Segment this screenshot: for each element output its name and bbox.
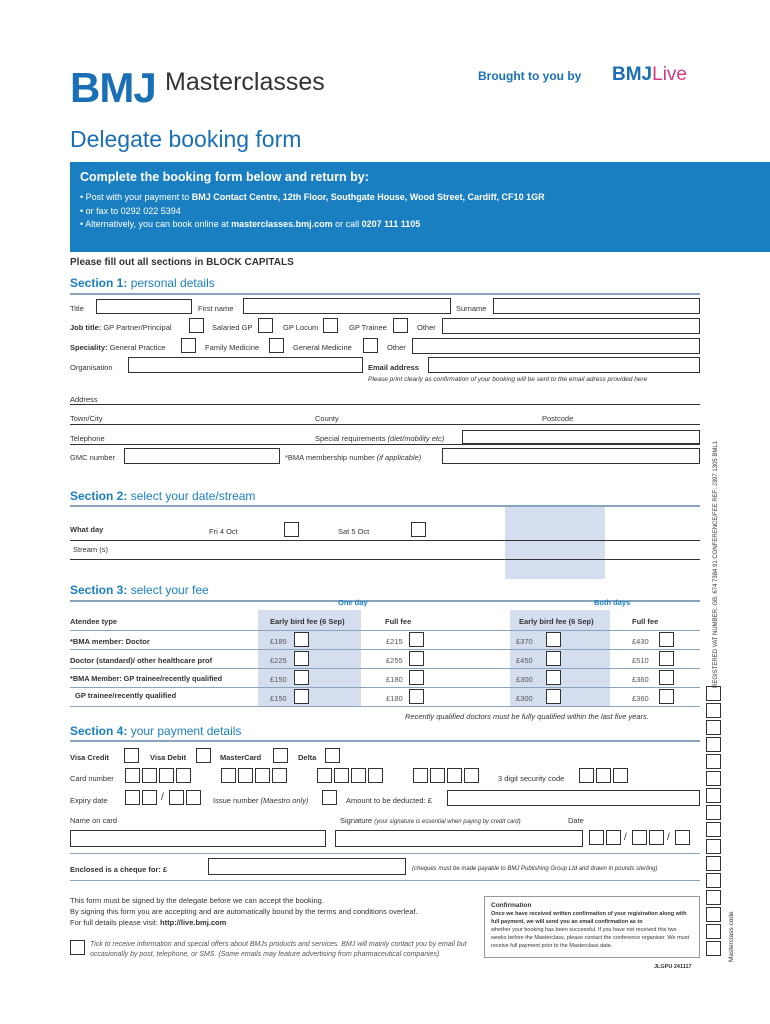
banner-online-pre: • Alternatively, you can book online at [80,219,232,229]
fee-row-eb1-checkbox[interactable] [294,670,309,685]
family-medicine-label: Family Medicine [205,343,260,352]
fee-header-underline [70,630,700,631]
organisation-field[interactable] [128,357,363,373]
bmj-live-bmj: BMJ [612,64,653,85]
attendee-type-header: Atendee type [70,617,118,626]
banner-online-url[interactable]: masterclasses.bmj.com [231,219,333,229]
section4-title-bold: Section 4: [70,724,128,738]
bmj-live-live: Live [652,64,687,85]
card-number-label: Card number [70,774,114,783]
code-digit[interactable] [706,686,721,701]
cheque-field[interactable] [208,858,406,875]
security-digit[interactable] [579,768,594,783]
code-digit[interactable] [706,703,721,718]
telephone-label: Telephone [70,434,105,443]
security-digit[interactable] [613,768,628,783]
fee-row-sep-1 [70,649,700,650]
expiry-digit[interactable] [169,790,184,805]
what-day-label: What day [70,525,104,534]
security-code-label: 3 digit security code [498,774,565,783]
banner-heading: Complete the booking form below and return by: [80,170,369,184]
section2-highlight-column [505,505,605,579]
what-day-underline [70,540,700,541]
fee-row-eb2: £370 [516,637,533,646]
fee-row-ff2: £510 [632,656,649,665]
cheque-note: (cheques must be made payable to BMJ Publishing Group Ltd and drawn in pounds sterling) [412,866,658,872]
fee-row-ff1: £215 [386,637,403,646]
special-req-text: Special requirements [315,434,388,443]
sat-checkbox[interactable] [411,522,426,537]
bmj-logo: BMJ [70,64,156,111]
fee-row-ff2: £430 [632,637,649,646]
code-digit[interactable] [706,737,721,752]
fee-row-ff1: £180 [386,675,403,684]
confirmation-bold: Once we have received written confirmation of your registration along with full payment, we will send you an email confirmation as to [491,911,687,925]
job-other-field[interactable] [442,318,700,334]
special-req-note: (diet/mobility etc) [387,434,445,443]
fee-row-ff2: £360 [632,694,649,703]
name-on-card-label: Name on card [70,816,118,825]
security-digit[interactable] [596,768,611,783]
section3-title [70,583,209,597]
footer-line-2: By signing this form you are accepting and are automatically bound by the terms and conditions overleaf. [70,907,418,916]
date-label: Date [568,816,584,825]
first-name-label: First name [198,304,234,313]
footer-line-1: This form must be signed by the delegate before we can accept the booking. [70,896,324,905]
footer-line-3 [70,918,226,927]
fee-row-type: *BMA member: Doctor [70,637,150,646]
confirmation-title: Confirmation [491,902,532,909]
delta-checkbox[interactable] [325,748,340,763]
fee-row-ff1-checkbox[interactable] [409,651,424,666]
code-digit[interactable] [706,873,721,888]
code-digit[interactable] [706,805,721,820]
date-slash-2: / [667,832,670,843]
amount-field[interactable] [447,790,700,806]
code-digit[interactable] [706,941,721,956]
date-digit[interactable] [589,830,604,845]
confirmation-box [484,896,700,958]
card-digit[interactable] [125,768,140,783]
card-digit[interactable] [142,768,157,783]
banner-online-mid: or call [332,219,362,229]
code-digit[interactable] [706,822,721,837]
section2-divider [70,505,700,507]
address-field[interactable] [70,404,700,405]
both-days-label: Both days [594,598,631,607]
surname-label: Surname [456,304,487,313]
card-digit[interactable] [368,768,383,783]
job-other-label: Other [417,323,436,332]
speciality-rest: General Practice [107,343,166,352]
gp-trainee-label: GP Trainee [349,323,387,332]
fee-row-eb1: £185 [270,637,287,646]
code-digit[interactable] [706,924,721,939]
code-digit[interactable] [706,856,721,871]
full-fee-header-2: Full fee [632,617,659,626]
fee-row-eb2-checkbox[interactable] [546,670,561,685]
page-title: Delegate booking form [70,126,302,152]
section2-title-rest: select your date/stream [127,489,256,503]
amount-label: Amount to be deducted: £ [346,796,432,805]
marketing-opt-in-text: Tick to receive information and special offers about BMJs products and services. BMJ will mainly contact you by email but occasionally by post, telephone, or SMS. (Some emails may feature advertising from pharmaceutical companies) [90,941,467,958]
fee-row-ff1-checkbox[interactable] [409,689,424,704]
section1-title-bold: Section 1: [70,276,128,290]
fee-row-ff2-checkbox[interactable] [659,651,674,666]
fee-row-eb2-checkbox[interactable] [546,632,561,647]
block-capitals-instruction: Please fill out all sections in BLOCK CAPITALS [70,257,294,268]
masterclasses-wordmark: Masterclasses [165,68,325,96]
special-req-label [315,434,444,443]
card-digit[interactable] [317,768,332,783]
gmc-field[interactable] [124,448,280,464]
card-digit[interactable] [272,768,287,783]
card-digit[interactable] [159,768,174,783]
address-label: Address [70,395,98,404]
footer-line-3-pre: For full details please visit: [70,918,161,927]
cheque-underline [70,880,700,881]
section4-bottom-rule [70,853,700,854]
banner-line-post [80,192,545,202]
county-label: County [315,414,339,423]
card-digit[interactable] [238,768,253,783]
town-field[interactable] [70,424,700,425]
fee-row-ff2-checkbox[interactable] [659,689,674,704]
card-digit[interactable] [351,768,366,783]
confirmation-rest: whether your booking has been successful. If you have not received this two weeks before the Masterclass, please contact the conference organiser. We must receive full payment prior to the Masterclass date. [491,927,689,949]
date-digit[interactable] [675,830,690,845]
stream-label: Stream (s) [73,545,109,554]
fee-row-ff1-checkbox[interactable] [409,670,424,685]
signature-note: (your signature is essential when paying by credit card) [374,819,521,825]
code-digit[interactable] [706,907,721,922]
section4-title-rest: your payment details [127,724,242,738]
visa-debit-checkbox[interactable] [196,748,211,763]
job-title-bold: Job title: [70,323,102,332]
town-label: Town/City [70,414,103,423]
speciality-label [70,343,165,352]
cheque-label: Enclosed is a cheque for: £ [70,865,168,874]
bma-membership-label [285,453,421,462]
spec-other-field[interactable] [412,338,700,354]
postcode-label: Postcode [542,414,574,423]
date-digit[interactable] [649,830,664,845]
salaried-gp-label: Salaried GP [212,323,253,332]
section4-divider [70,740,700,742]
expiry-label: Expiry date [70,796,108,805]
bma-membership-text: *BMA membership number [285,453,377,462]
title-field[interactable] [96,299,192,314]
fee-row-eb1: £150 [270,675,287,684]
sat-label: Sat 5 Oct [338,527,370,536]
issue-digit[interactable] [322,790,337,805]
date-digit[interactable] [606,830,621,845]
card-digit[interactable] [176,768,191,783]
date-slash-1: / [624,832,627,843]
banner-online-phone: 0207 111 1105 [361,219,421,229]
fee-row-eb2: £450 [516,656,533,665]
title-label: Title [70,304,84,313]
fee-row-sep-3 [70,687,700,688]
gmc-label: GMC number [70,453,116,462]
general-medicine-label: General Medicine [293,343,352,352]
delta-label: Delta [298,753,317,762]
section3-title-rest: select your fee [127,583,209,597]
section1-title [70,276,215,290]
special-req-field[interactable] [462,430,700,444]
card-digit[interactable] [447,768,462,783]
spec-general-practice-checkbox[interactable] [181,338,196,353]
recently-qualified-note: Recently qualified doctors must be fully qualified within the last five years. [405,712,649,721]
fee-row-type: GP trainee/recently qualified [75,691,177,700]
fee-row-ff2: £360 [632,675,649,684]
fee-row-type: *BMA Member: GP trainee/recently qualified [70,674,223,683]
expiry-digit[interactable] [142,790,157,805]
fee-row-sep-4 [70,706,700,707]
spec-family-medicine-checkbox[interactable] [269,338,284,353]
fee-row-eb1: £225 [270,656,287,665]
fee-row-ff2-checkbox[interactable] [659,632,674,647]
stream-underline [70,559,700,560]
brought-by-text: Brought to you by [478,69,582,83]
section1-divider [70,293,700,295]
fee-row-eb1-checkbox[interactable] [294,632,309,647]
code-digit[interactable] [706,839,721,854]
issue-note: (Maestro only) [260,796,309,805]
spec-general-medicine-checkbox[interactable] [363,338,378,353]
banner-post-pre: • Post with your payment to [80,192,192,202]
fee-row-ff1: £180 [386,694,403,703]
section2-title-bold: Section 2: [70,489,128,503]
section2-title [70,489,255,503]
fee-row-eb1: £150 [270,694,287,703]
form-code: JLGPU 241117 [654,964,692,970]
fee-row-type: Doctor (standard)/ other healthcare prof [70,656,213,665]
surname-field[interactable] [493,298,700,314]
early-bird-header-2: Early bird fee (6 Sep) [519,617,594,626]
masterclass-code-label: Masterclass code [728,911,735,962]
first-name-field[interactable] [243,298,451,314]
banner-post-address: BMJ Contact Centre, 12th Floor, Southgate House, Wood Street, Cardiff, CF10 1GR [191,192,545,202]
job-gp-trainee-checkbox[interactable] [393,318,408,333]
expiry-slash: / [161,792,164,803]
signature-field[interactable] [335,830,583,847]
card-digit[interactable] [255,768,270,783]
card-digit[interactable] [430,768,445,783]
date-digit[interactable] [632,830,647,845]
fee-row-sep-2 [70,668,700,669]
signature-label [340,816,521,825]
job-gp-locum-checkbox[interactable] [323,318,338,333]
visa-debit-label: Visa Debit [150,753,187,762]
code-digit[interactable] [706,771,721,786]
job-salaried-gp-checkbox[interactable] [258,318,273,333]
banner-line-online [80,219,420,229]
name-on-card-field[interactable] [70,830,326,847]
fee-row-eb2: £300 [516,694,533,703]
job-title-label [70,323,172,332]
early-bird-header-1: Early bird fee (6 Sep) [270,617,345,626]
section4-title [70,724,241,738]
fee-row-eb2-checkbox[interactable] [546,689,561,704]
visa-credit-checkbox[interactable] [124,748,139,763]
code-digit[interactable] [706,788,721,803]
card-digit[interactable] [221,768,236,783]
fee-row-eb1-checkbox[interactable] [294,689,309,704]
marketing-opt-in-checkbox[interactable] [70,940,85,955]
masterclass-code-column [706,686,721,958]
fee-row-eb2: £300 [516,675,533,684]
visa-credit-label: Visa Credit [70,753,110,762]
job-title-rest: GP Partner/Principal [101,323,172,332]
fee-row-eb1-checkbox[interactable] [294,651,309,666]
banner-line-fax: • or fax to 0292 022 5394 [80,206,181,216]
vat-number-text: REGISTERED VAT NUMBER: GB: 674 7384 91 CONFERENCE/FEE REF: J397 1305 BML1 [713,440,719,688]
code-digit[interactable] [706,720,721,735]
one-day-label: One day [338,598,368,607]
footer-url[interactable]: http://live.bmj.com [160,918,227,927]
mastercard-label: MasterCard [220,753,262,762]
fee-row-ff1-checkbox[interactable] [409,632,424,647]
organisation-label: Organisation [70,363,113,372]
full-fee-header-1: Full fee [385,617,412,626]
code-digit[interactable] [706,890,721,905]
expiry-digit[interactable] [125,790,140,805]
speciality-bold: Speciality: [70,343,108,352]
bma-membership-note: (if applicable) [376,453,422,462]
section3-title-bold: Section 3: [70,583,128,597]
card-digit[interactable] [334,768,349,783]
card-digit[interactable] [464,768,479,783]
gp-locum-label: GP Locum [283,323,319,332]
instructions-banner [70,162,770,252]
job-gp-partner-checkbox[interactable] [189,318,204,333]
email-note: Please print clearly as confirmation of your booking will be sent to the email adress provided here [368,376,648,383]
card-digit[interactable] [413,768,428,783]
mastercard-checkbox[interactable] [273,748,288,763]
issue-text: Issue number [213,796,261,805]
spec-other-label: Other [387,343,406,352]
fri-label: Fri 4 Oct [209,527,238,536]
expiry-digit[interactable] [186,790,201,805]
email-label: Email address [368,363,419,372]
code-digit[interactable] [706,754,721,769]
fee-row-ff1: £255 [386,656,403,665]
fee-row-eb2-checkbox[interactable] [546,651,561,666]
issue-label [213,796,308,805]
fee-row-ff2-checkbox[interactable] [659,670,674,685]
email-field[interactable] [428,357,700,373]
bma-membership-field[interactable] [442,448,700,464]
bmj-live-logo [612,64,687,86]
section1-title-rest: personal details [127,276,215,290]
fri-checkbox[interactable] [284,522,299,537]
telephone-field[interactable] [70,444,700,445]
signature-text: Signature [340,816,375,825]
